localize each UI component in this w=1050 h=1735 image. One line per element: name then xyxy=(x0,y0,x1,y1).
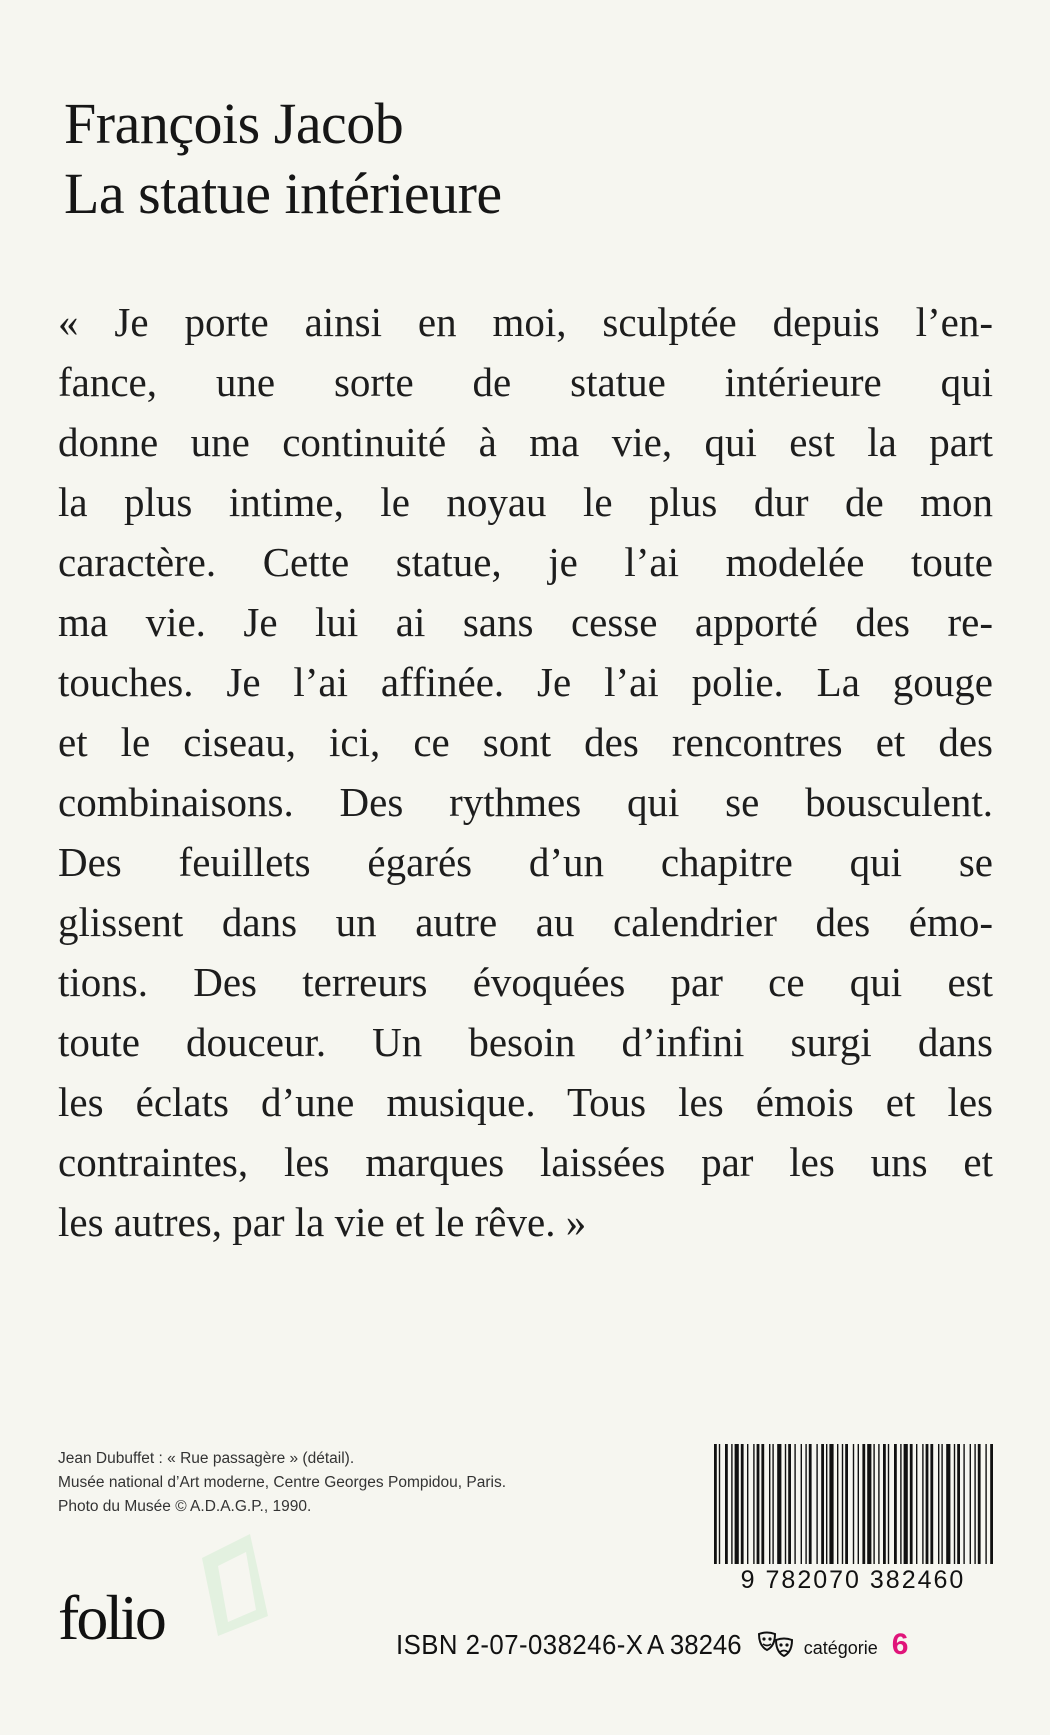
barcode-bar xyxy=(970,1444,971,1564)
quote-line: contraintes, les marques laissées par les uns et xyxy=(58,1139,993,1185)
barcode-digits: 9 782070 382460 xyxy=(740,1566,966,1594)
barcode-bar xyxy=(853,1444,854,1564)
folio-logo: folio xyxy=(58,1582,164,1653)
barcode-bar xyxy=(801,1444,802,1564)
quote-line: glissent dans un autre au calendrier des émo- xyxy=(58,899,993,945)
barcode-bar xyxy=(761,1444,764,1564)
quote-line: tions. Des terreurs évoquées par ce qui est xyxy=(58,959,993,1005)
quote-line: ma vie. Je lui ai sans cesse apporté des re- xyxy=(58,599,993,645)
barcode-bar xyxy=(777,1444,781,1564)
barcode-bar xyxy=(894,1444,897,1564)
book-title: La statue intérieure xyxy=(64,161,502,226)
barcode xyxy=(712,1444,994,1564)
barcode-bar xyxy=(963,1444,964,1564)
barcode-bar xyxy=(922,1444,923,1564)
quote-line: toute douceur. Un besoin d’infini surgi dans xyxy=(58,1019,993,1065)
barcode-bar xyxy=(862,1444,865,1564)
barcode-bar xyxy=(842,1444,843,1564)
cover-art-credits xyxy=(58,1447,506,1519)
barcode-bar xyxy=(873,1444,874,1564)
quote-line: combinaisons. Des rythmes qui se bousculent. xyxy=(58,779,993,825)
barcode-bar xyxy=(910,1444,913,1564)
barcode-bar xyxy=(725,1444,728,1564)
barcode-bar xyxy=(829,1444,833,1564)
barcode-bar xyxy=(946,1444,950,1564)
credit-line: Jean Dubuffet : « Rue passagère » (détail). xyxy=(58,1450,355,1467)
barcode-bar xyxy=(741,1444,744,1564)
barcode-bar xyxy=(769,1444,770,1564)
barcode-bar xyxy=(845,1444,848,1564)
barcode-bar xyxy=(938,1444,939,1564)
barcode-bar xyxy=(747,1444,748,1564)
barcode-bar xyxy=(883,1444,886,1564)
barcode-bar xyxy=(757,1444,760,1564)
barcode-bar xyxy=(930,1444,933,1564)
barcode-bar xyxy=(794,1444,795,1564)
barcode-bar xyxy=(753,1444,754,1564)
quote-line: les autres, par la vie et le rêve. » xyxy=(58,1199,587,1245)
barcode-bar xyxy=(772,1444,773,1564)
quote-line: les éclats d’une musique. Tous les émois et les xyxy=(58,1079,993,1125)
barcode-bar xyxy=(858,1444,859,1564)
series-code: A 38246 xyxy=(646,1629,742,1660)
quote-line: touches. Je l’ai affinée. Je l’ai polie. La gouge xyxy=(58,659,993,705)
quote-line: caractère. Cette statue, je l’ai modelée toute xyxy=(58,539,993,585)
barcode-bar xyxy=(985,1444,986,1564)
barcode-bar xyxy=(878,1444,879,1564)
barcode-bar xyxy=(926,1444,929,1564)
barcode-bar xyxy=(954,1444,955,1564)
barcode-bar xyxy=(788,1444,791,1564)
barcode-bar xyxy=(714,1444,717,1564)
credit-line: Photo du Musée © A.D.A.G.P., 1990. xyxy=(58,1498,312,1515)
barcode-bar xyxy=(719,1444,720,1564)
barcode-bar xyxy=(957,1444,960,1564)
barcode-bar xyxy=(735,1444,739,1564)
quote-line: la plus intime, le noyau le plus dur de mon xyxy=(58,479,993,525)
barcode-bar xyxy=(816,1444,817,1564)
barcode-bar xyxy=(916,1444,917,1564)
barcode-bar xyxy=(900,1444,901,1564)
barcode-bar xyxy=(809,1444,812,1564)
barcode-bar xyxy=(990,1444,993,1564)
blurb-quote xyxy=(58,292,993,1252)
quote-line: donne une continuité à ma vie, qui est la part xyxy=(58,419,993,465)
theatre-masks-icon xyxy=(756,1630,796,1660)
quote-line: fance, une sorte de statue intérieure qui xyxy=(58,359,993,405)
barcode-bar xyxy=(785,1444,786,1564)
quote-line: « Je porte ainsi en moi, sculptée depuis l’en- xyxy=(58,299,993,345)
quote-line: Des feuillets égarés d’un chapitre qui se xyxy=(58,839,993,885)
barcode-bar xyxy=(904,1444,908,1564)
barcode-bar xyxy=(978,1444,981,1564)
barcode-bar xyxy=(805,1444,806,1564)
barcode-bar xyxy=(867,1444,871,1564)
credit-line: Musée national d’Art moderne, Centre Georges Pompidou, Paris. xyxy=(58,1474,507,1491)
barcode-bar xyxy=(837,1444,838,1564)
barcode-bar xyxy=(731,1444,732,1564)
barcode-bar xyxy=(826,1444,827,1564)
category-label: catégorie xyxy=(803,1638,878,1658)
folio-frame-mark-icon xyxy=(188,1530,276,1640)
author-name: François Jacob xyxy=(64,91,404,156)
category-number: 6 xyxy=(891,1628,909,1661)
barcode-bar xyxy=(974,1444,975,1564)
isbn-number: ISBN 2-07-038246-X xyxy=(396,1629,644,1660)
isbn-row xyxy=(396,1628,908,1662)
barcode-bar xyxy=(821,1444,824,1564)
barcode-bar xyxy=(941,1444,942,1564)
barcode-bar xyxy=(888,1444,889,1564)
quote-line: et le ciseau, ici, ce sont des rencontres et des xyxy=(58,719,993,765)
